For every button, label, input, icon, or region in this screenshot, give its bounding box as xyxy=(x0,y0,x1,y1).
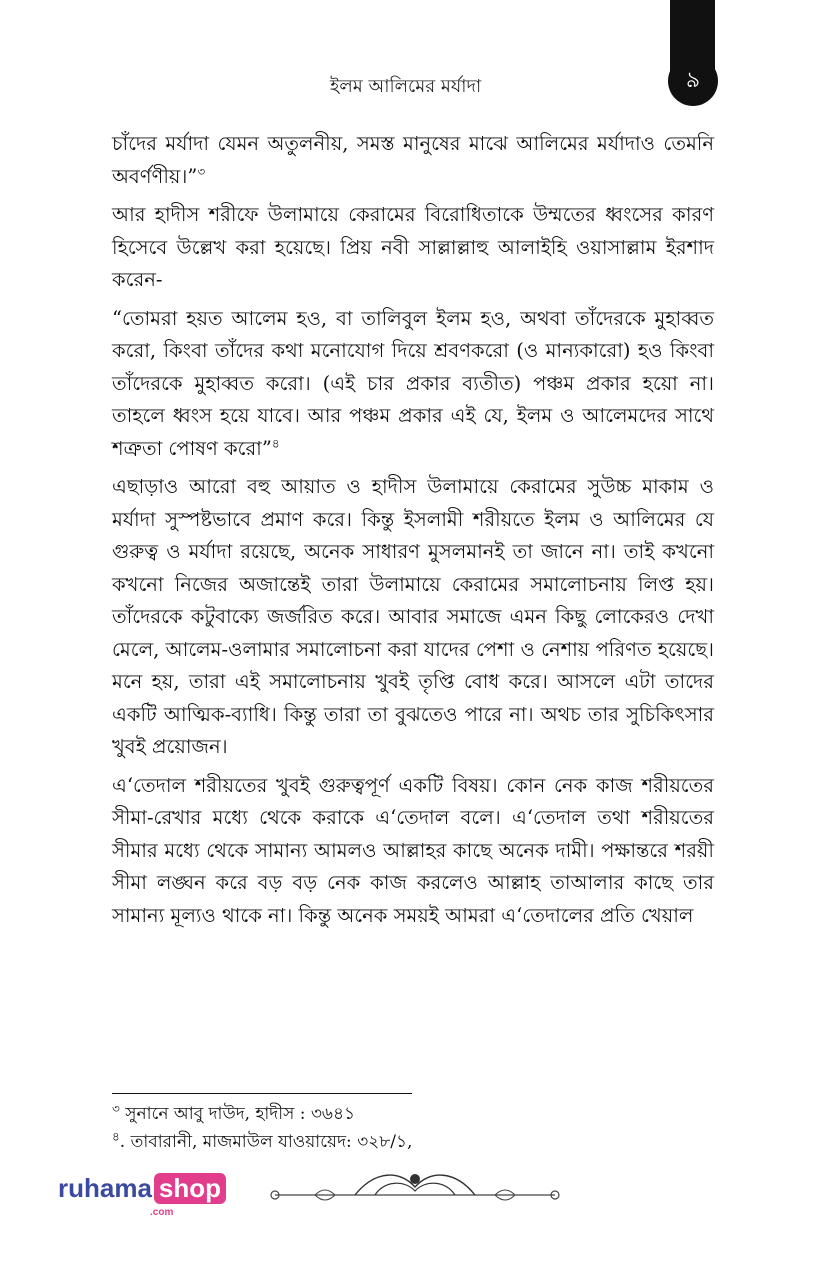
body-text xyxy=(112,128,714,938)
ornament-divider-icon xyxy=(255,1165,575,1215)
footnote-ref-4[interactable]: ৪ xyxy=(271,436,280,450)
page-number: ৯ xyxy=(668,56,718,106)
paragraph-4-text: এছাড়াও আরো বহু আয়াত ও হাদীস উলামায়ে কেরামের সুউচ্চ মাকাম ও মর্যাদা সুস্পষ্টভাবে প্রমাণ করে। কিন্তু ইসলামী শরীয়তে ইলম ও আলিমের যে গুরুত্ব ও মর্যাদা রয়েছে, অনেক সাধারণ মুসলমানই তা জানে না। তাই কখনো কখনো নিজের অজান্তেই তারা উলামায়ে কেরামের সমালোচনায় লিপ্ত হয়। তাঁদেরকে কটুবাক্যে জর্জরিত করে। আবার সমাজে এমন কিছু লোকেরও দেখা মেলে, আলেম-ওলামার সমালোচনা করা যাদের পেশা ও নেশায় পরিণত হয়েছে। মনে হয়, তারা এই সমালোচনায় খুবই তৃপ্তি বোধ করে। আসলে এটা তাদের একটি আত্মিক-ব্যাধি। কিন্তু তারা তা বুঝতেও পারে না। অথচ তার সুচিকিৎসার খুবই প্রয়োজন। xyxy=(112,475,714,758)
paragraph-2 xyxy=(112,199,714,297)
footnotes xyxy=(112,1100,712,1156)
footnote-ref-3[interactable]: ৩ xyxy=(197,164,206,178)
paragraph-3-text: “তোমরা হয়ত আলেম হও, বা তালিবুল ইলম হও, অথবা তাঁদেরকে মুহাব্বত করো, কিংবা তাঁদের কথা মনোযোগ দিয়ে শ্রবণকরো (ও মান্যকারো) হও কিংবা তাঁদেরকে মুহাব্বত করো। (এই চার প্রকার ব্যতীত) পঞ্চম প্রকার হয়ো না। তাহলে ধ্বংস হয়ে যাবে। আর পঞ্চম প্রকার এই যে, ইলম ও আলেমদের সাথে শত্রুতা পোষণ করো” xyxy=(112,306,714,460)
watermark-logo xyxy=(58,1173,226,1204)
logo-main-text: ruhama xyxy=(58,1173,152,1203)
footnote-item xyxy=(112,1100,712,1128)
paragraph-2-text: আর হাদীস শরীফে উলামায়ে কেরামের বিরোধিতাকে উম্মতের ধ্বংসের কারণ হিসেবে উল্লেখ করা হয়েছে। প্রিয় নবী সাল্লাল্লাহু আলাইহি ওয়াসাল্লাম ইরশাদ করেন- xyxy=(112,203,714,291)
paragraph-3-quote xyxy=(112,303,714,466)
paragraph-1-text: চাঁদের মর্যাদা যেমন অতুলনীয়, সমস্ত মানুষের মাঝে আলিমের মর্যাদাও তেমনি অবর্ণণীয়।” xyxy=(112,132,714,188)
footnote-text: সুনানে আবু দাউদ, হাদীস : ৩৬৪১ xyxy=(119,1104,356,1124)
footnote-divider xyxy=(112,1093,412,1094)
running-title: ইলম আলিমের মর্যাদা xyxy=(330,76,482,97)
logo-badge-text: shop xyxy=(154,1173,226,1204)
footnote-text: . তাবারানী, মাজমাউল যাওয়ায়েদ: ৩২৮/১, xyxy=(119,1132,413,1152)
footnote-item xyxy=(112,1128,712,1156)
paragraph-4 xyxy=(112,471,714,764)
footnote-marker: ৪ xyxy=(112,1129,120,1144)
paragraph-1 xyxy=(112,128,714,193)
paragraph-5-text: এ‘তেদাল শরীয়তের খুবই গুরুত্বপূর্ণ একটি বিষয়। কোন নেক কাজ শরীয়তের সীমা-রেখার মধ্যে থেকে করাকে এ‘তেদাল বলে। এ‘তেদাল তথা শরীয়তের সীমার মধ্যে থেকে সামান্য আমলও আল্লাহর কাছে অনেক দামী। পক্ষান্তরে শরয়ী সীমা লঙ্ঘন করে বড় বড় নেক কাজ করলেও আল্লাহ তাআলার কাছে তার সামান্য মূল্যও থাকে না। কিন্তু অনেক সময়ই আমরা এ‘তেদালের প্রতি খেয়াল xyxy=(112,773,714,927)
paragraph-5 xyxy=(112,770,714,933)
logo-domain-text: .com xyxy=(150,1207,174,1218)
footnote-marker: ৩ xyxy=(112,1101,120,1116)
